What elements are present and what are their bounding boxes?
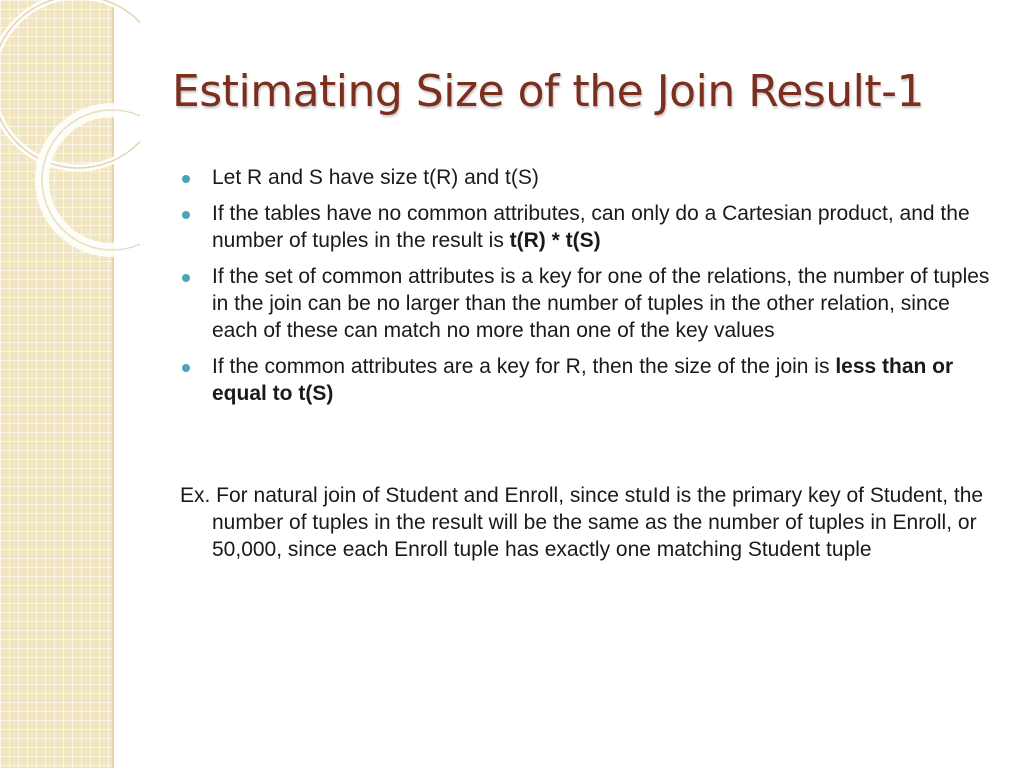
bullet-text: If the common attributes are a key for R, then the size of the join is (212, 355, 836, 378)
bullet-item (180, 353, 992, 407)
bullet-text: Let R and S have size t(R) and t(S) (212, 166, 539, 189)
bullet-dot-icon (182, 175, 190, 183)
bullet-item (180, 263, 992, 344)
bullet-dot-icon (182, 211, 190, 219)
bullet-bold-text: less than or equal to t(S) (212, 355, 954, 405)
bullet-dot-icon (182, 364, 190, 372)
bullet-item (180, 164, 992, 191)
slide-title: Estimating Size of the Join Result-1 (172, 66, 925, 117)
bullet-text: If the set of common attributes is a key for one of the relations, the number of tuples in the join can be no larger than the number of tuples in the other relation, since each of these can match no more than one of the key values (212, 265, 990, 342)
bullet-item (180, 200, 992, 254)
bullet-bold-text: t(R) * t(S) (509, 229, 601, 252)
decorative-circles (0, 0, 140, 260)
bullet-text: If the tables have no common attributes, can only do a Cartesian product, and the number of tuples in the result is (212, 202, 970, 252)
bullet-list (180, 164, 992, 416)
bullet-dot-icon (182, 274, 190, 282)
example-paragraph: Ex. For natural join of Student and Enroll, since stuId is the primary key of Student, the number of tuples in the result will be the same as the number of tuples in Enroll, or 50,000, since each Enroll tuple has exactly one matching Student tuple (180, 484, 984, 561)
